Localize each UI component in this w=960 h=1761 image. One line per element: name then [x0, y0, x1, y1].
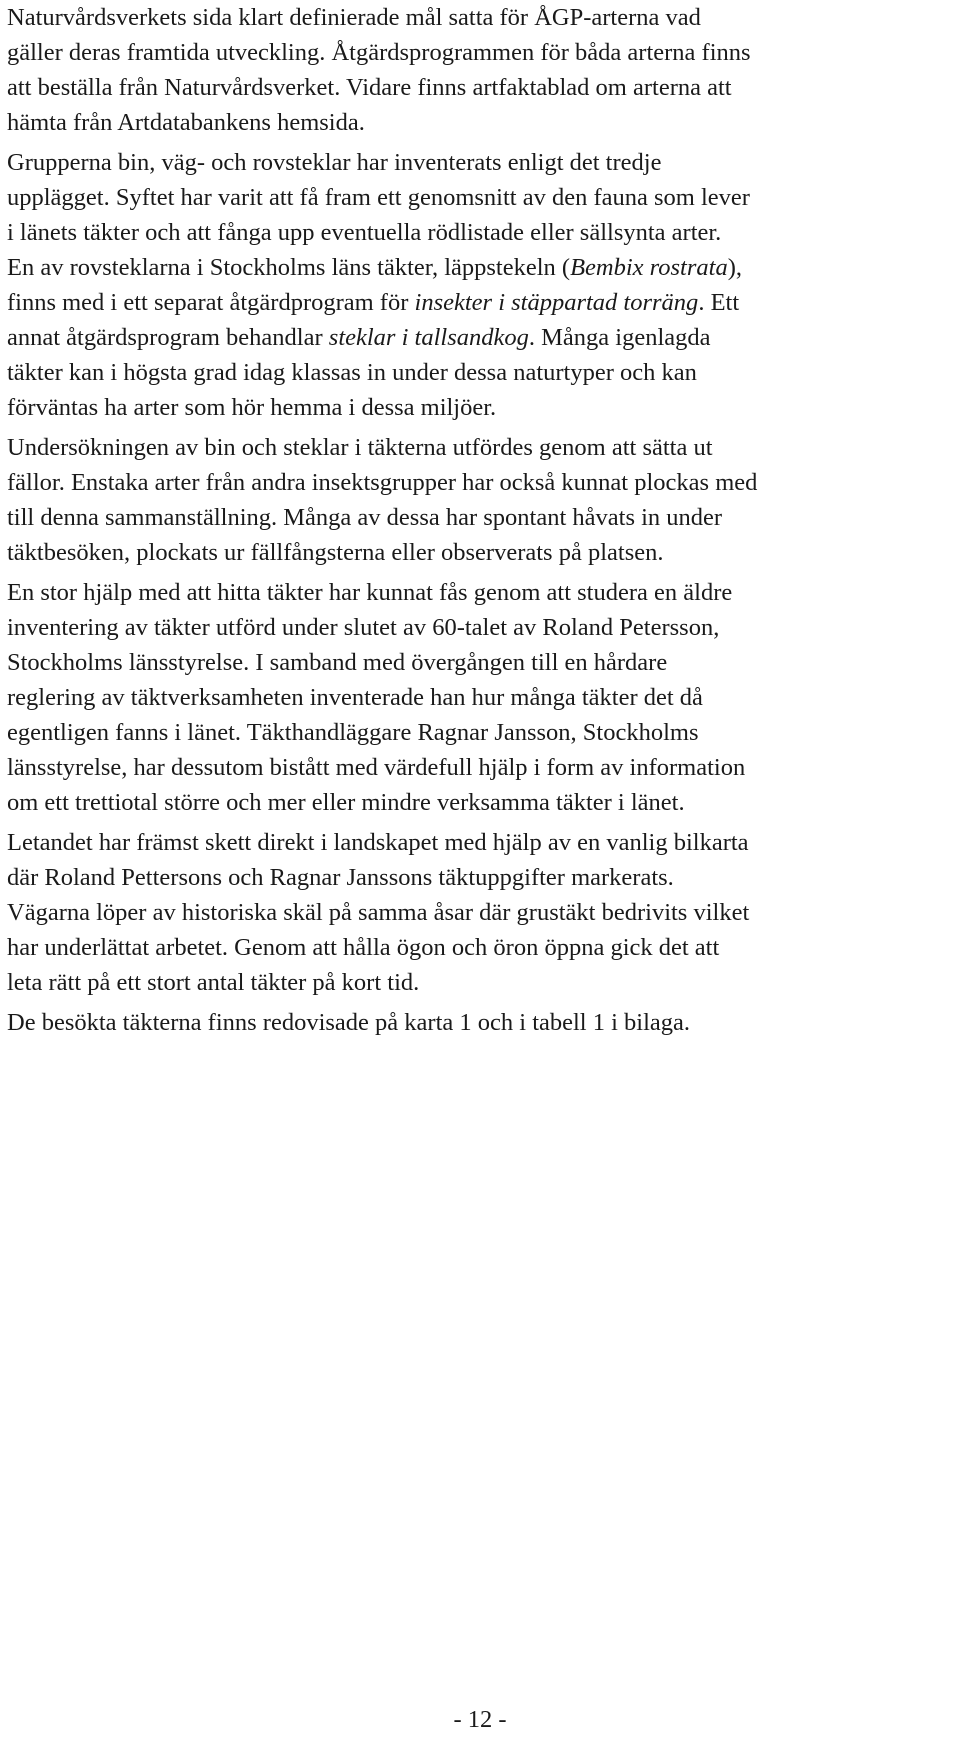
- text-line: [7, 70, 947, 105]
- text-segment: hämta från Artdatabankens hemsida.: [7, 109, 365, 136]
- text-line: [7, 0, 947, 35]
- text-segment: fällor. Enstaka arter från andra insektsgrupper har också kunnat plockas med: [7, 469, 758, 496]
- text-line: [7, 575, 947, 610]
- text-line: [7, 35, 947, 70]
- text-line: [7, 535, 947, 570]
- text-line: [7, 785, 947, 820]
- text-segment: De besökta täkterna finns redovisade på karta 1 och i tabell 1 i bilaga.: [7, 1009, 691, 1036]
- text-segment: En av rovsteklarna i Stockholms läns täkter, läppstekeln (: [7, 254, 571, 281]
- text-segment: förväntas ha arter som hör hemma i dessa miljöer.: [7, 394, 497, 421]
- text-line: [7, 860, 947, 895]
- text-line: [7, 105, 947, 140]
- text-line: [7, 1005, 947, 1040]
- text-line: [7, 825, 947, 860]
- text-line: [7, 680, 947, 715]
- text-segment: Letandet har främst skett direkt i landskapet med hjälp av en vanlig bilkarta: [7, 829, 749, 856]
- text-segment: reglering av täktverksamheten inventerade han hur många täkter det då: [7, 684, 703, 711]
- italic-text: steklar i tallsandkog: [328, 324, 529, 351]
- text-line: [7, 750, 947, 785]
- text-segment: i länets täkter och att fånga upp eventuella rödlistade eller sällsynta arter.: [7, 219, 722, 246]
- paragraph: [7, 430, 947, 570]
- text-segment: upplägget. Syftet har varit att få fram ett genomsnitt av den fauna som lever: [7, 184, 750, 211]
- paragraph: [7, 0, 947, 140]
- paragraph: [7, 825, 947, 1000]
- text-line: [7, 320, 947, 355]
- text-segment: om ett trettiotal större och mer eller mindre verksamma täkter i länet.: [7, 789, 685, 816]
- text-line: [7, 250, 947, 285]
- text-segment: täkter kan i högsta grad idag klassas in under dessa naturtyper och kan: [7, 359, 697, 386]
- text-segment: Stockholms länsstyrelse. I samband med övergången till en hårdare: [7, 649, 668, 676]
- document-body: [7, 0, 947, 1045]
- text-segment: Undersökningen av bin och steklar i täkterna utfördes genom att sätta ut: [7, 434, 713, 461]
- text-line: [7, 215, 947, 250]
- text-segment: täktbesöken, plockats ur fällfångsterna eller observerats på platsen.: [7, 539, 664, 566]
- text-segment: där Roland Pettersons och Ragnar Janssons täktuppgifter markerats.: [7, 864, 674, 891]
- text-line: [7, 355, 947, 390]
- text-line: [7, 895, 947, 930]
- text-segment: finns med i ett separat åtgärdprogram för: [7, 289, 415, 316]
- text-line: [7, 645, 947, 680]
- paragraph: [7, 575, 947, 820]
- text-line: [7, 430, 947, 465]
- text-segment: . Många igenlagda: [528, 324, 711, 351]
- text-line: [7, 610, 947, 645]
- text-segment: Vägarna löper av historiska skäl på samma åsar där grustäkt bedrivits vilket: [7, 899, 750, 926]
- text-segment: ),: [727, 254, 743, 281]
- text-segment: leta rätt på ett stort antal täkter på kort tid.: [7, 969, 420, 996]
- text-line: [7, 930, 947, 965]
- text-segment: . Ett: [698, 289, 740, 316]
- text-segment: annat åtgärdsprogram behandlar: [7, 324, 329, 351]
- text-segment: till denna sammanställning. Många av dessa har spontant håvats in under: [7, 504, 723, 531]
- text-segment: En stor hjälp med att hitta täkter har kunnat fås genom att studera en äldre: [7, 579, 733, 606]
- text-segment: har underlättat arbetet. Genom att hålla ögon och öron öppna gick det att: [7, 934, 720, 961]
- text-line: [7, 465, 947, 500]
- text-line: [7, 285, 947, 320]
- text-segment: länsstyrelse, har dessutom bistått med värdefull hjälp i form av information: [7, 754, 746, 781]
- text-line: [7, 180, 947, 215]
- paragraph-list: [7, 0, 947, 1040]
- text-line: [7, 500, 947, 535]
- paragraph: [7, 1005, 947, 1040]
- italic-text: insekter i stäppartad torräng: [414, 289, 699, 316]
- text-line: [7, 715, 947, 750]
- text-segment: egentligen fanns i länet. Täkthandläggare Ragnar Jansson, Stockholms: [7, 719, 699, 746]
- paragraph: [7, 145, 947, 425]
- text-segment: gäller deras framtida utveckling. Åtgärdsprogrammen för båda arterna finns: [7, 39, 751, 66]
- text-segment: Grupperna bin, väg- och rovsteklar har inventerats enligt det tredje: [7, 149, 662, 176]
- page-number: - 12 -: [453, 1706, 507, 1733]
- text-line: [7, 390, 947, 425]
- text-segment: att beställa från Naturvårdsverket. Vidare finns artfaktablad om arterna att: [7, 74, 732, 101]
- text-segment: Naturvårdsverkets sida klart definierade mål satta för ÅGP-arterna vad: [7, 4, 701, 31]
- italic-text: Bembix rostrata: [570, 254, 728, 281]
- text-line: [7, 965, 947, 1000]
- text-segment: inventering av täkter utförd under slutet av 60-talet av Roland Petersson,: [7, 614, 720, 641]
- text-line: [7, 145, 947, 180]
